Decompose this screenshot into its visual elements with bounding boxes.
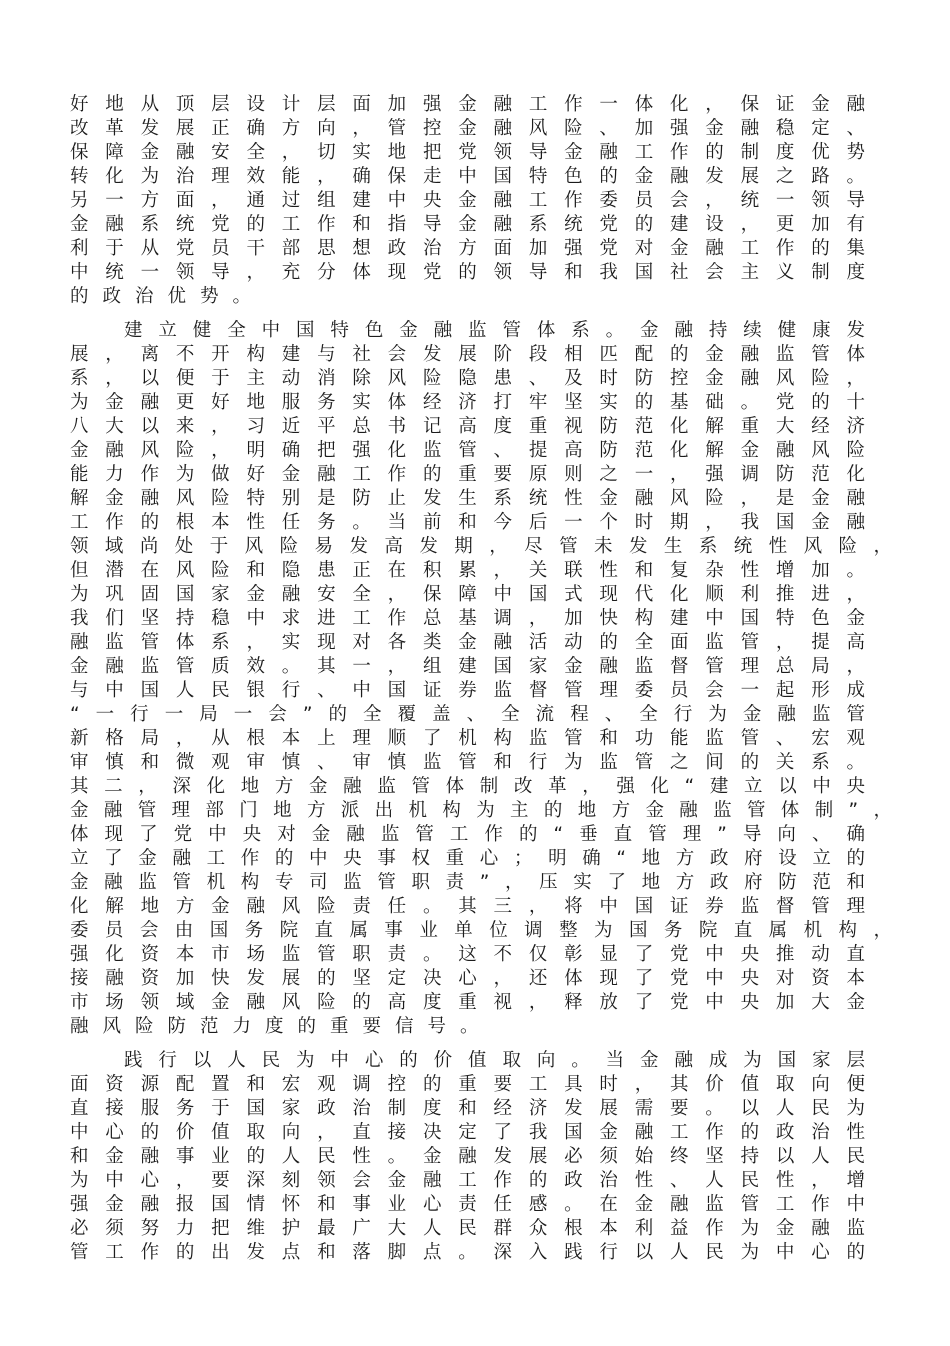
paragraph-first-line: 建立健全中国特色金融监管体系。金融持续健康发: [124, 320, 865, 341]
text-line: 金融风险，明确把强化监管、提高防范化解金融风险: [70, 440, 865, 461]
text-line: 解金融风险特别是防止发生系统性金融风险，是金融: [70, 488, 865, 509]
text-line: 新格局，从根本上理顺了机构监管和功能监管、宏观: [70, 728, 865, 749]
text-line: 委员会由国务院直属事业单位调整为国务院直属机构，: [70, 920, 892, 941]
text-line: 金融监管质效。其一，组建国家金融监督管理总局，: [70, 656, 865, 677]
text-line: 接融资加快发展的坚定决心，还体现了党中央对资本: [70, 968, 865, 989]
text-line: 融监管体系，实现对各类金融活动的全面监管，提高: [70, 632, 865, 653]
text-line: 融风险防范力度的重要信号。: [70, 1016, 493, 1037]
text-line: 为金融更好地服务实体经济打牢坚实的基础。党的十: [70, 392, 865, 413]
text-line: 和金融事业的人民性。金融发展必须始终坚持以人民: [70, 1146, 865, 1167]
text-line: 中心的价值取向，直接决定了我国金融工作的政治性: [70, 1122, 865, 1143]
text-line: 市场领域金融风险的高度重视，释放了党中央加大金: [70, 992, 865, 1013]
text-line: 我们坚持稳中求进工作总基调，加快构建中国特色金: [70, 608, 865, 629]
text-line: 另一方面，通过组建中央金融工作委员会，统一领导: [70, 190, 865, 211]
text-line: 系，以便于主动消除风险隐患、及时防控金融风险，: [70, 368, 865, 389]
text-line: 中统一领导，充分体现党的领导和我国社会主义制度: [70, 262, 865, 283]
text-line: 直接服务于国家政治制度和经济发展需要。以人民为: [70, 1098, 865, 1119]
text-line: 展，离不开构建与社会发展阶段相匹配的金融监管体: [70, 344, 865, 365]
text-line: 八大以来，习近平总书记高度重视防范化解重大经济: [70, 416, 865, 437]
text-line: 保障金融安全，切实地把党领导金融工作的制度优势: [70, 142, 865, 163]
text-line: 领域尚处于风险易发高发期，尽管未发生系统性风险，: [70, 536, 892, 557]
paragraph-first-line: 践行以人民为中心的价值取向。当金融成为国家层: [124, 1050, 865, 1071]
text-line: “一行一局一会”的全覆盖、全流程、全行为金融监管: [70, 704, 865, 725]
text-line: 强化资本市场监管职责。这不仅彰显了党中央推动直: [70, 944, 865, 965]
text-line: 金融监管机构专司监管职责”，压实了地方政府防范和: [70, 872, 865, 893]
text-line: 与中国人民银行、中国证券监督管理委员会一起形成: [70, 680, 865, 701]
text-line: 强金融报国情怀和事业心责任感。在金融监管工作中: [70, 1194, 865, 1215]
text-line: 金融系统党的工作和指导金融系统党的建设，更加有: [70, 214, 865, 235]
text-line: 必须努力把维护最广大人民群众根本利益作为金融监: [70, 1218, 865, 1239]
text-line: 化解地方金融风险责任。其三，将中国证券监督管理: [70, 896, 865, 917]
text-line: 审慎和微观审慎、审慎监管和行为监管之间的关系。: [70, 752, 865, 773]
text-line: 面资源配置和宏观调控的重要工具时，其价值取向便: [70, 1074, 865, 1095]
text-line: 为巩固国家金融安全，保障中国式现代化顺利推进，: [70, 584, 865, 605]
text-line: 为中心，要深刻领会金融工作的政治性、人民性，增: [70, 1170, 865, 1191]
text-line: 改革发展正确方向，管控金融风险、加强金融稳定、: [70, 118, 865, 139]
text-line: 其二，深化地方金融监管体制改革，强化“建立以中央: [70, 776, 865, 797]
text-line: 工作的根本性任务。当前和今后一个时期，我国金融: [70, 512, 865, 533]
text-line: 但潜在风险和隐患正在积累，关联性和复杂性增加。: [70, 560, 865, 581]
text-line: 金融管理部门地方派出机构为主的地方金融监管体制”，: [70, 800, 892, 821]
text-line: 体现了党中央对金融监管工作的“垂直管理”导向、确: [70, 824, 865, 845]
text-line: 立了金融工作的中央事权重心；明确“地方政府设立的: [70, 848, 865, 869]
text-line: 利于从党员干部思想政治方面加强党对金融工作的集: [70, 238, 865, 259]
text-line: 管工作的出发点和落脚点。深入践行以人民为中心的: [70, 1242, 865, 1263]
text-line: 好地从顶层设计层面加强金融工作一体化，保证金融: [70, 94, 865, 115]
text-line: 转化为治理效能，确保走中国特色的金融发展之路。: [70, 166, 865, 187]
text-line: 的政治优势。: [70, 286, 266, 307]
text-line: 能力作为做好金融工作的重要原则之一，强调防范化: [70, 464, 865, 485]
